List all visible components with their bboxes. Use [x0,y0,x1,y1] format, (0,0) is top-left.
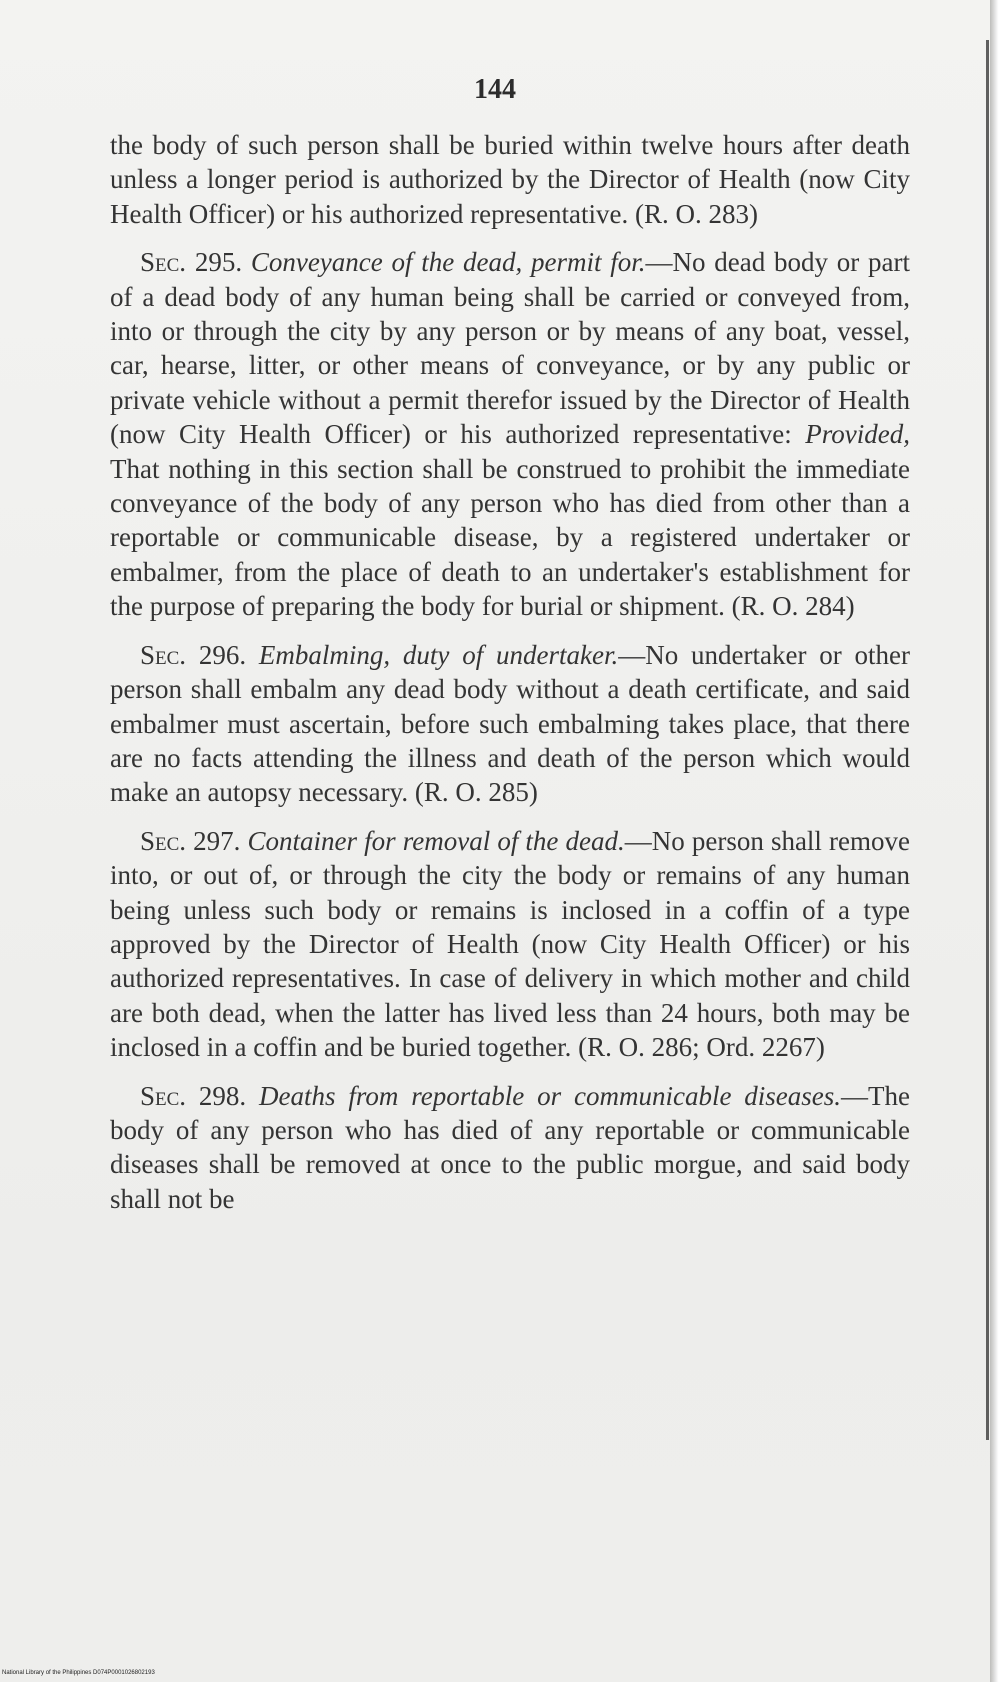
section-body: —No dead body or part of a dead body of any human being shall be carried or conveyed from, into or through the city by any person or by means of any boat, vessel, car, hearse, litter, or other means of conveyance, or by any public or private vehicle without a permit therefor issued by the Director of Health (now City Health Officer) or his authorized representative: [110,247,910,450]
section-body: —The body of any person who has died of any reportable or communicable diseases shall be removed at once to the public morgue, and said body shall not be [110,1080,911,1214]
section-297 [110,824,910,1065]
section-title: Conveyance of the dead, permit for. [250,247,646,278]
section-number: 296. [198,639,247,670]
section-label: Sec. [140,247,187,278]
section-proviso: Provided, [805,419,910,450]
section-label: Sec. [140,1080,187,1111]
section-number: 298. [198,1080,247,1111]
page-number: 144 [474,74,516,105]
section-body: —No undertaker or other person shall embalm any dead body without a death certificate, and said embalmer must ascertain, before such embalming takes place, that there are no facts attending the illness and death of the person which would make an autopsy necessary. (R. O. 285) [110,639,910,808]
section-295 [110,245,910,623]
section-label: Sec. [140,825,187,856]
scan-footer: National Library of the Philippines D074P0001026802193 [2,1670,155,1676]
section-title: Container for removal of the dead. [247,825,625,856]
page-edge-shadow [990,0,1004,1682]
page-body [110,128,910,1230]
continued-paragraph: the body of such person shall be buried within twelve hours after death unless a longer period is authorized by the Director of Health (now City Health Officer) or his authorized representative. (R. O. 283) [110,130,910,229]
section-body-continued: That nothing in this section shall be construed to prohibit the immediate conveyance of the body of any person who has died from other than a reportable or communicable disease, by a registered undertaker or embalmer, from the place of death to an undertaker's establishment for the purpose of preparing the body for burial or shipment. (R. O. 284) [110,453,910,622]
section-296 [110,638,910,810]
section-number: 297. [193,825,241,856]
section-298 [110,1079,910,1217]
section-title: Embalming, duty of undertaker. [258,639,619,670]
section-number: 295. [194,247,243,278]
section-title: Deaths from reportable or communicable diseases. [259,1080,842,1111]
binding-edge-line [986,40,989,1440]
section-body: —No person shall remove into, or out of, or through the city the body or remains of any human being unless such body or remains is inclosed in a coffin of a type approved by the Director of Health (now City Health Officer) or his authorized representatives. In case of delivery in which mother and child are both dead, when the latter has lived less than 24 hours, both may be inclosed in a coffin and be buried together. (R. O. 286; Ord. 2267) [110,825,910,1063]
section-label: Sec. [140,639,187,670]
